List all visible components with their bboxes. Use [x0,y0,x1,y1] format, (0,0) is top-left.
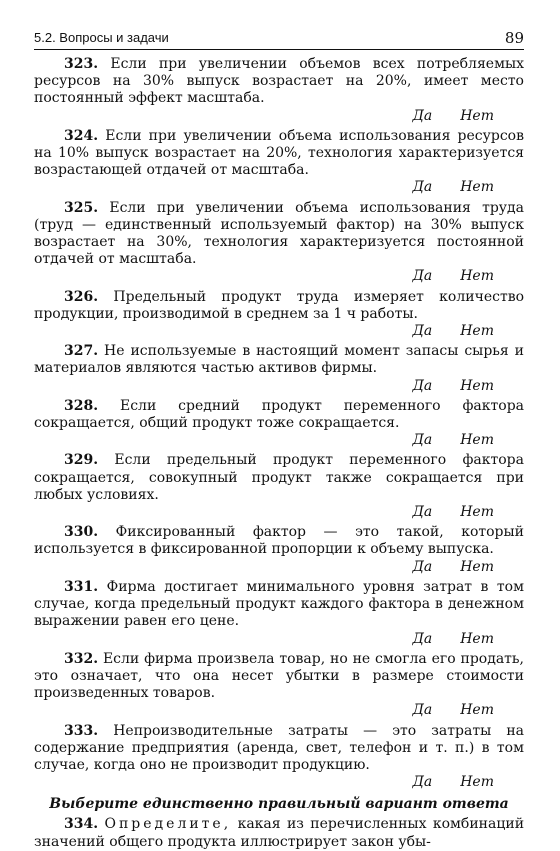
answer-options [34,268,524,285]
answer-no: Нет [460,432,494,449]
question-item [34,56,524,108]
question-text: Если средний продукт переменного фактора сокращается, общий продукт тоже сокращается. [34,397,525,432]
answer-yes: Да [412,504,433,521]
question-item [34,579,524,631]
question-number: 327. [64,343,99,360]
answer-yes: Да [412,323,433,340]
page-number: 89 [504,29,524,47]
question-text: Если предельный продукт переменного фактора сокращается, совокупный продукт также сокращается при любых условиях. [34,452,524,503]
answer-yes: Да [412,774,433,791]
answer-options [34,559,524,576]
question-text: Непроизводительные затраты — это затраты на содержание предприятия (аренда, свет, телефон и т. п.) в том случае, когда оно не производит продукцию. [34,722,525,773]
question-number: 334. [64,816,99,833]
answer-options [34,504,524,521]
question-number: 331. [64,578,99,595]
question-list [34,56,524,791]
question-item [34,524,524,558]
question-text: Предельный продукт труда измеряет количество продукции, производимой в среднем за 1 ч работы. [34,288,525,322]
answer-yes: Да [412,630,433,647]
answer-options [34,323,524,340]
question-number: 324. [64,127,99,144]
answer-no: Нет [460,268,494,285]
answer-no: Нет [460,323,494,340]
question-number: 323. [64,56,99,72]
answer-no: Нет [460,107,494,124]
answer-no: Нет [460,774,494,791]
question-number: 328. [64,397,99,414]
question-text: Если при увеличении объемов всех потребляемых ресурсов на 30% выпуск возрастает на 20%, имеет место постоянный эффект масштаба. [34,56,524,107]
question-item [34,200,524,269]
question-text: Если при увеличении объема использования ресурсов на 10% выпуск возрастает на 20%, технология характеризуется возрастающей отдачей от масштаба. [34,127,524,179]
answer-no: Нет [460,702,494,719]
answer-yes: Да [412,558,433,575]
question-text: какая из перечисленных комбинаций значений общего продукта иллюстрирует закон убы- [34,816,525,850]
answer-options [34,432,524,449]
answer-yes: Да [412,268,433,285]
question-item [34,452,524,504]
question-text: Фирма достигает минимального уровня затрат в том случае, когда предельный продукт каждого фактора в денежном выражении равен его цене. [34,578,524,630]
question-item [34,343,524,377]
answer-options [34,631,524,648]
answer-no: Нет [460,377,494,394]
answer-options [34,108,524,125]
answer-yes: Да [412,702,433,719]
answer-yes: Да [412,107,433,124]
section-title: Выберите единственно правильный вариант ответа [49,796,509,813]
section-heading: 5.2. Вопросы и задачи [34,30,169,45]
question-number: 330. [64,524,99,541]
answer-options [34,702,524,719]
answer-options [34,378,524,395]
question-item [34,289,524,323]
answer-options [34,179,524,196]
answer-yes: Да [412,377,433,394]
question-number: 329. [64,452,99,469]
answer-yes: Да [412,432,433,449]
question-text: Если фирма произвела товар, но не смогла его продать, это означает, что она несет убытки в размере стоимости произведенных товаров. [34,650,524,702]
answer-no: Нет [460,630,494,647]
book-page [34,30,524,851]
question-text: Фиксированный фактор — это такой, который используется в фиксированной пропорции к объему выпуска. [34,524,524,558]
question-text: Не используемые в настоящий момент запасы сырья и материалов являются частью активов фирмы. [34,343,524,377]
question-item [34,398,524,432]
question-334 [34,816,524,850]
question-text: Если при увеличении объема использования труда (труд — единственный используемый фактор) на 30% выпуск возрастает на 30%, технология характеризуется постоянной отдачей от масштаба. [34,199,524,268]
question-number: 333. [64,722,99,739]
question-number: 326. [64,288,99,305]
answer-no: Нет [460,179,494,196]
answer-no: Нет [460,558,494,575]
page-header [34,30,524,50]
answer-yes: Да [412,179,433,196]
question-item [34,651,524,703]
question-item [34,723,524,775]
question-item [34,128,524,180]
question-number: 332. [64,650,99,667]
question-number: 325. [64,199,99,216]
answer-no: Нет [460,504,494,521]
answer-options [34,774,524,791]
spaced-keyword: Определите, [104,816,232,833]
